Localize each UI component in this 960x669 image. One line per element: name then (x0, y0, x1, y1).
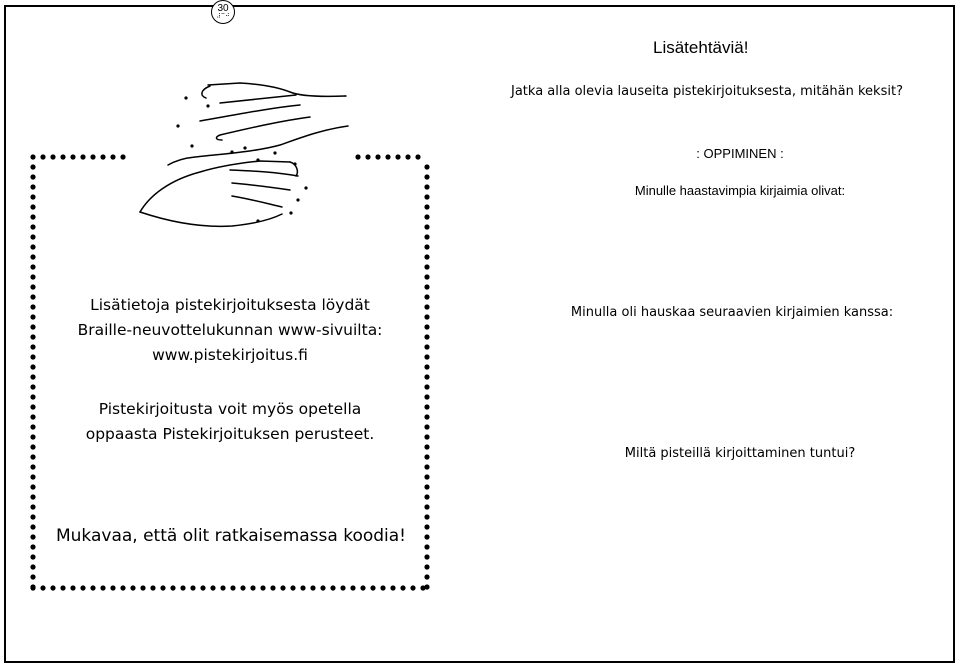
frame-dot (130, 585, 135, 590)
frame-dot (40, 154, 45, 159)
frame-dot (280, 585, 285, 590)
frame-dot (424, 294, 429, 299)
frame-dot (180, 585, 185, 590)
frame-dot (390, 585, 395, 590)
frame-dot (30, 204, 35, 209)
frame-dot (30, 314, 35, 319)
teach-line: Pistekirjoitusta voit myös opetella (98, 400, 362, 418)
frame-dot (190, 585, 195, 590)
frame-dot (120, 154, 125, 159)
frame-dot (424, 164, 429, 169)
frame-dot (424, 364, 429, 369)
frame-dot (424, 404, 429, 409)
frame-dot (424, 234, 429, 239)
frame-dot (30, 234, 35, 239)
frame-dot (30, 264, 35, 269)
frame-dot (424, 254, 429, 259)
frame-dot (424, 314, 429, 319)
info-url: www.pistekirjoitus.fi (152, 346, 308, 364)
frame-dot (424, 584, 429, 589)
frame-dot (30, 464, 35, 469)
page-number-braille: ⠼⠉⠚ (216, 14, 230, 20)
frame-dot (424, 274, 429, 279)
frame-dot (424, 484, 429, 489)
frame-dot (220, 585, 225, 590)
frame-dot (110, 154, 115, 159)
frame-dot (410, 585, 415, 590)
frame-dot (160, 585, 165, 590)
frame-dot (30, 394, 35, 399)
frame-dot (424, 374, 429, 379)
frame-dot (330, 585, 335, 590)
frame-dot (424, 394, 429, 399)
frame-dot (70, 585, 75, 590)
hands-illustration (140, 83, 348, 226)
frame-dot (400, 585, 405, 590)
frame-dot (405, 154, 410, 159)
frame-dot (30, 574, 35, 579)
prompt-hardest-letters: Minulle haastavimpia kirjaimia olivat: (634, 183, 846, 198)
frame-dot (30, 364, 35, 369)
frame-dot (30, 384, 35, 389)
frame-dot (270, 585, 275, 590)
frame-dot (30, 424, 35, 429)
frame-dot (424, 504, 429, 509)
frame-dot (424, 354, 429, 359)
prompt-fun-letters: Minulla oli hauskaa seuraavien kirjaimien kanssa: (570, 305, 894, 320)
frame-dot (30, 564, 35, 569)
frame-dot (30, 224, 35, 229)
teach-line: oppaasta Pistekirjoituksen perusteet. (85, 425, 375, 443)
frame-dot (424, 224, 429, 229)
frame-dot (70, 154, 75, 159)
frame-dot (350, 585, 355, 590)
frame-dot (30, 304, 35, 309)
frame-dot (30, 354, 35, 359)
frame-dot (30, 434, 35, 439)
frame-dot (424, 464, 429, 469)
frame-dot (424, 454, 429, 459)
frame-dot (385, 154, 390, 159)
frame-dot (30, 244, 35, 249)
frame-dot (250, 585, 255, 590)
frame-dot (370, 585, 375, 590)
frame-dot (140, 585, 145, 590)
frame-dot (30, 294, 35, 299)
frame-dot (424, 244, 429, 249)
instructions-subtitle: Jatka alla olevia lauseita pistekirjoituksesta, mitähän keksit? (511, 84, 903, 99)
frame-dot (424, 214, 429, 219)
frame-dot (365, 154, 370, 159)
frame-dot (290, 585, 295, 590)
frame-dot (50, 585, 55, 590)
frame-dot (170, 585, 175, 590)
frame-dot (240, 585, 245, 590)
frame-dot (150, 585, 155, 590)
info-line: Braille-neuvottelukunnan www-sivuilta: (77, 321, 383, 339)
frame-dot (424, 494, 429, 499)
frame-dot (60, 585, 65, 590)
frame-dot (424, 324, 429, 329)
page-number: 30 (217, 3, 229, 14)
frame-dot (310, 585, 315, 590)
frame-dot (340, 585, 345, 590)
frame-dot (40, 585, 45, 590)
frame-dot (30, 454, 35, 459)
frame-dot (320, 585, 325, 590)
frame-dot (30, 274, 35, 279)
frame-dot (424, 184, 429, 189)
frame-dot (415, 154, 420, 159)
frame-dot (424, 304, 429, 309)
frame-dot (260, 585, 265, 590)
frame-dot (30, 504, 35, 509)
frame-dot (80, 585, 85, 590)
frame-dot (424, 194, 429, 199)
frame-dot (424, 554, 429, 559)
frame-dot (424, 344, 429, 349)
frame-dot (424, 384, 429, 389)
frame-dot (424, 434, 429, 439)
frame-dot (120, 585, 125, 590)
frame-dot (30, 164, 35, 169)
frame-dot (30, 174, 35, 179)
frame-dot (30, 484, 35, 489)
frame-dot (30, 474, 35, 479)
frame-dot (60, 154, 65, 159)
frame-dot (30, 254, 35, 259)
frame-dot (300, 585, 305, 590)
frame-dot (30, 554, 35, 559)
hand-braille-dots (176, 96, 307, 222)
frame-dot (100, 585, 105, 590)
frame-dot (424, 514, 429, 519)
frame-dot (30, 514, 35, 519)
frame-dot (424, 414, 429, 419)
frame-dot (30, 324, 35, 329)
frame-dot (30, 494, 35, 499)
frame-dot (30, 344, 35, 349)
frame-dot (110, 585, 115, 590)
frame-dot (380, 585, 385, 590)
frame-dot (30, 584, 35, 589)
info-line: Lisätietoja pistekirjoituksesta löydät (90, 296, 370, 314)
frame-dot (30, 194, 35, 199)
frame-dot (30, 284, 35, 289)
frame-dot (424, 444, 429, 449)
closing-message: Mukavaa, että olit ratkaisemassa koodia! (55, 526, 406, 546)
frame-dot (30, 154, 35, 159)
frame-dot (50, 154, 55, 159)
frame-dot (30, 214, 35, 219)
frame-dot (30, 184, 35, 189)
frame-dot (424, 424, 429, 429)
frame-dot (30, 374, 35, 379)
frame-dot (90, 585, 95, 590)
frame-dot (424, 564, 429, 569)
frame-dot (424, 264, 429, 269)
frame-dot (100, 154, 105, 159)
frame-dot (30, 414, 35, 419)
frame-dot (210, 585, 215, 590)
frame-dot (30, 334, 35, 339)
frame-dot (375, 154, 380, 159)
frame-dot (424, 204, 429, 209)
frame-dot (80, 154, 85, 159)
frame-dot (424, 574, 429, 579)
frame-dot (200, 585, 205, 590)
extra-tasks-title: Lisätehtäviä! (653, 38, 749, 57)
frame-dot (395, 154, 400, 159)
frame-dot (424, 474, 429, 479)
more-info-paragraph (40, 293, 420, 368)
frame-dot (30, 404, 35, 409)
prompt-writing-feeling: Miltä pisteillä kirjoittaminen tuntui? (624, 446, 856, 461)
frame-dot (424, 334, 429, 339)
frame-dot (424, 174, 429, 179)
frame-dot (90, 154, 95, 159)
frame-dot (30, 444, 35, 449)
learning-heading: : OPPIMINEN : (696, 146, 784, 161)
frame-dot (424, 284, 429, 289)
frame-dot (355, 154, 360, 159)
frame-dot (360, 585, 365, 590)
guidebook-paragraph (40, 397, 420, 447)
frame-dot (230, 585, 235, 590)
